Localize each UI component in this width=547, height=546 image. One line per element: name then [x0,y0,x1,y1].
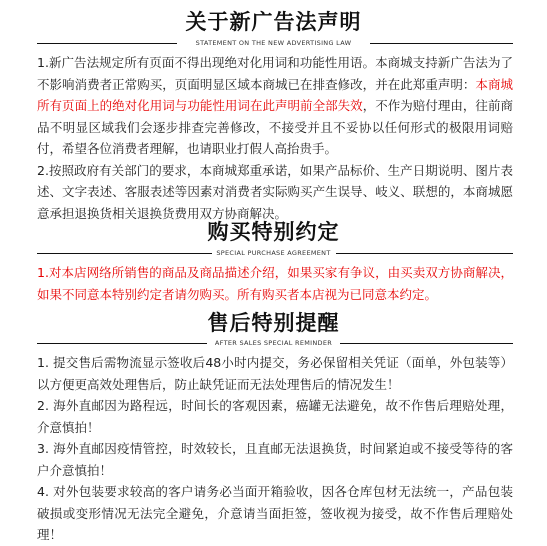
section-subtitle-ad-law: STATEMENT ON THE NEW ADVERTISING LAW [195,39,352,47]
ad-law-paragraph-1-text: 1.新广告法规定所有页面不得出现绝对化用词和功能性用语。本商城支持新广告法为了不影响消费者正常购买，页面明显区域本商城已在排查修改，并在此郑重声明： [37,55,513,92]
section-title-after-sales: 售后特别提醒 [207,311,340,335]
after-sales-item-2: 2. 海外直邮因为路程远，时间长的客观因素，癌罐无法避免，故不作售后理赔处理，介意慎拍！ [37,398,513,435]
section-title-purchase: 购买特别约定 [207,220,340,244]
after-sales-item-3: 3. 海外直邮因疫情管控，时效较长，且直邮无法退换货，时间紧迫或不接受等待的客户介意慎拍！ [37,441,513,478]
section-subtitle-purchase: SPECIAL PURCHASE AGREEMENT [216,249,331,257]
section-title-ad-law: 关于新广告法声明 [185,10,362,34]
divider-right [340,343,513,344]
section-subtitle-row-purchase [0,248,547,258]
section-subtitle-row-after-sales [0,338,547,348]
after-sales-body [37,352,513,546]
purchase-paragraph-1 [37,262,513,305]
ad-law-paragraph-1-tail: ，不作为赔付理由，往前商品不明显区域我们会逐步排查完善修改，不接受并且不妥协以任何形式的极限用词赔付，希望各位消费者理解，也请职业打假人高抬贵手。 [37,98,513,156]
ad-law-paragraph-2 [37,160,513,225]
ad-law-body [37,52,513,224]
after-sales-item-4: 4. 对外包装要求较高的客户请务必当面开箱验收，因各仓库包材无法统一，产品包装破损或变形情况无法完全避免，介意请当面拒签，签收视为接受，故不作售后理赔处理！ [37,484,513,542]
divider-right [336,253,513,254]
divider-right [370,43,513,44]
purchase-paragraph-1-highlight: 1.对本店网络所销售的商品及商品描述介绍，如果买家有争议，由买卖双方协商解决，如果不同意本特别约定者请勿购买。所有购买者本店视为已同意本约定。 [37,265,513,302]
after-sales-item-1: 1. 提交售后需物流显示签收后48小时内提交，务必保留相关凭证（面单，外包装等）以方便更高效处理售后，防止缺凭证而无法处理售后的情况发生！ [37,355,513,392]
section-subtitle-after-sales: AFTER SALES SPECIAL REMINDER [214,339,333,347]
ad-law-paragraph-1-highlight: 本商城所有页面上的绝对化用词与功能性用词在此声明前全部失效 [37,76,513,113]
section-subtitle-row-ad-law [0,38,547,48]
ad-law-paragraph-1 [37,52,513,160]
purchase-body [37,262,513,305]
ad-law-paragraph-2-text: 2.按照政府有关部门的要求，本商城郑重承诺，如果产品标价、生产日期说明、图片表述、文字表述、客服表述等因素对消费者实际购买产生误导、岐义、联想的，本商城愿意承担退换货相关退换货费用双方协商解决。 [37,162,513,221]
